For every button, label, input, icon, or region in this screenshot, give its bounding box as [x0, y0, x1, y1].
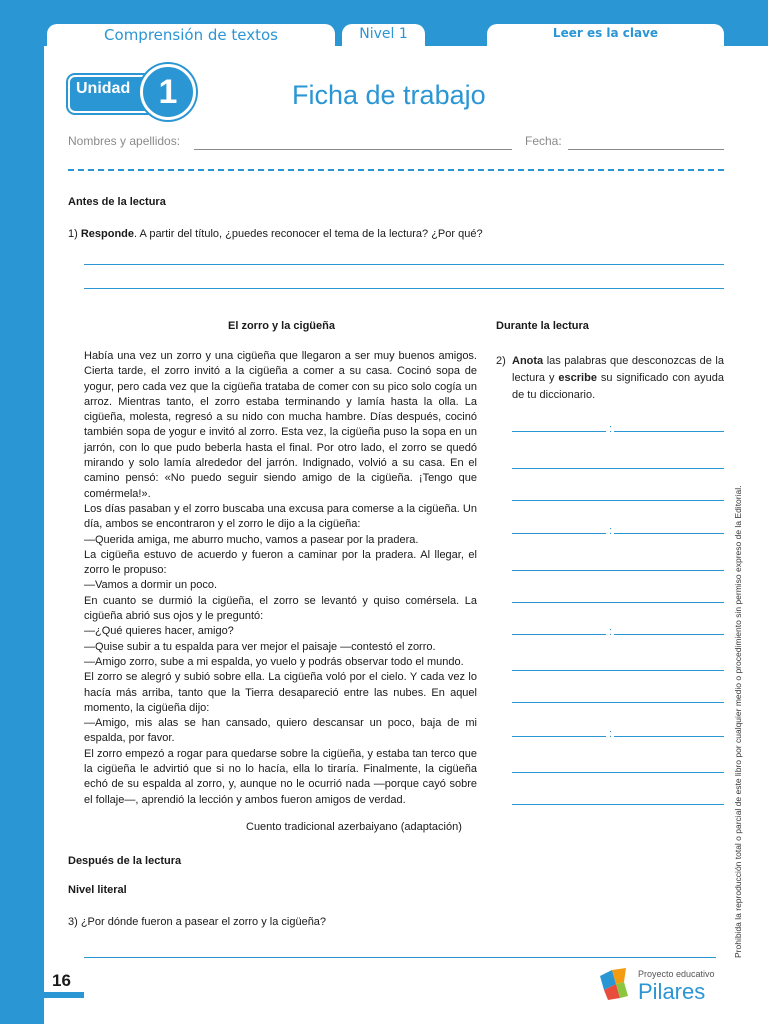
- header-tab-nivel: Nivel 1: [342, 24, 425, 58]
- answer-line-3[interactable]: [84, 957, 716, 958]
- literal-level-heading: Nivel literal: [68, 884, 127, 896]
- meaning-line[interactable]: [512, 468, 724, 469]
- page-number: 16: [52, 971, 71, 990]
- question-2-number: 2): [496, 355, 506, 367]
- meaning-line[interactable]: [614, 736, 724, 737]
- question-2: [496, 353, 724, 404]
- word-meaning-pair: [512, 728, 724, 746]
- story-title: El zorro y la cigüeña: [228, 320, 335, 332]
- story-paragraph: —Quise subir a tu espalda para ver mejor el paisaje —contestó el zorro.: [84, 640, 436, 653]
- question-2-text-end: su significado con ayuda de tu diccionario.: [512, 372, 724, 401]
- meaning-line[interactable]: [614, 533, 724, 534]
- dashed-divider: [68, 169, 724, 171]
- pilares-logo-icon: [598, 966, 640, 1002]
- story-paragraph: En cuanto se durmió la cigüeña, el zorro se levantó y quiso comérsela. La cigüeña abrió sus ojos y le preguntó:: [84, 594, 477, 623]
- story-paragraph: El zorro se alegró y subió sobre ella. La cigüeña voló por el cielo. Y cada vez lo hacía más arriba, tanto que la Tierra desapareció entre las nubes. En aquel momento, la cigüeña dijo:: [84, 671, 477, 714]
- pair-colon: :: [609, 626, 613, 638]
- page-number-bar: [44, 992, 84, 998]
- story-paragraph: —Amigo zorro, sube a mi espalda, yo vuelo y podrás observar todo el mundo.: [84, 655, 464, 668]
- story-text: [84, 349, 477, 808]
- meaning-line[interactable]: [512, 702, 724, 703]
- word-line[interactable]: [512, 634, 606, 635]
- logo-name: Pilares: [638, 979, 706, 1004]
- logo-subtitle: Proyecto educativo: [638, 969, 715, 979]
- pair-colon: :: [609, 525, 613, 537]
- story-paragraph: —¿Qué quieres hacer, amigo?: [84, 625, 234, 638]
- answer-line-1b[interactable]: [84, 288, 724, 289]
- pair-colon: :: [609, 728, 613, 740]
- story-paragraph: La cigüeña estuvo de acuerdo y fueron a caminar por la pradera. Al llegar, el zorro le propuso:: [84, 548, 477, 577]
- after-reading-heading: Después de la lectura: [68, 855, 182, 867]
- word-meaning-pair: [512, 423, 724, 441]
- question-1-verb: Responde: [80, 228, 135, 240]
- meaning-line[interactable]: [512, 500, 724, 501]
- answer-line-1a[interactable]: [84, 264, 724, 265]
- unit-label: Unidad: [76, 80, 131, 97]
- copyright-notice: Prohibida la reproducción total o parcial de este libro por cualquier medio o procedimiento sin permiso expreso de la Editorial.: [733, 485, 743, 958]
- word-meaning-pair: [512, 525, 724, 543]
- question-2-verb-anota: Anota: [512, 355, 544, 367]
- story-paragraph: —Amigo, mis alas se han cansado, quiero descansar un poco, baja de mi espalda, por favor.: [84, 717, 477, 745]
- story-source: Cuento tradicional azerbaiyano (adaptación): [246, 821, 462, 833]
- word-meaning-pair: [512, 626, 724, 644]
- during-reading-heading: Durante la lectura: [496, 320, 589, 332]
- question-1: [68, 228, 483, 240]
- unit-number: 1: [140, 64, 196, 120]
- story-paragraph: El zorro empezó a rogar para quedarse sobre la cigüeña, y estaba tan terco que la cigüeña le advirtió que si no lo hacía, ella lo tiraría. Finalmente, la cigüeña echó de su espalda al zorro, y, aunque no le ocurrió nada —porque cayó sobre el follaje—, aprendió la lección y ambos fueron amigos de verdad.: [84, 747, 477, 806]
- meaning-line[interactable]: [512, 570, 724, 571]
- header-tab-comprension: Comprensión de textos: [47, 24, 335, 58]
- word-line[interactable]: [512, 431, 606, 432]
- question-2-verb-escribe: escribe: [558, 372, 597, 384]
- story-paragraph: —Querida amiga, me aburro mucho, vamos a pasear por la pradera.: [84, 533, 419, 546]
- meaning-line[interactable]: [614, 431, 724, 432]
- left-color-bar: [0, 0, 44, 1024]
- meaning-line[interactable]: [614, 634, 724, 635]
- word-line[interactable]: [512, 736, 606, 737]
- word-line[interactable]: [512, 533, 606, 534]
- story-paragraph: Había una vez un zorro y una cigüeña que llegaron a ser muy buenos amigos. Cierta tarde, el zorro invitó a la cigüeña a comer a su casa. Cocinó sopa de yogur, pero cada vez que la cigüeña trataba de comer con su pico solo cogía un arroz. Mientras tanto, el zorro estaba terminando y lamía hasta la olla. La cigüeña, molesta, regresó a su nido con mucha hambre. Días después, cocinó también sopa de yogur e invitó al zorro. Esta vez, la cigüeña puso la sopa en un jarrón, con lo que pudo beberla hasta el final. Por otro lado, el zorro se quedó mirando y solo lamía alrededor del jarrón. Indignado, volvió a su casa. En el camino pensó: «No puedo seguir siendo amigo de la cigüeña. ¡Tengo que comérmela!».: [84, 350, 477, 500]
- question-2-text: las palabras que desconozcas de la lectura y: [512, 355, 724, 384]
- pair-colon: :: [609, 423, 613, 435]
- header-tab-leer: Leer es la clave: [487, 24, 724, 58]
- name-label: Nombres y apellidos:: [68, 134, 181, 148]
- meaning-line[interactable]: [512, 804, 724, 805]
- date-field[interactable]: [568, 149, 724, 150]
- question-3: 3) ¿Por dónde fueron a pasear el zorro y la cigüeña?: [68, 916, 327, 928]
- meaning-line[interactable]: [512, 670, 724, 671]
- question-1-text: . A partir del título, ¿puedes reconocer el tema de la lectura? ¿Por qué?: [134, 228, 483, 240]
- name-field[interactable]: [194, 149, 512, 150]
- story-paragraph: Los días pasaban y el zorro buscaba una excusa para comerse a la cigüeña. Un día, ambos se encontraron y el zorro le dijo a la cigüeña:: [84, 502, 477, 531]
- before-reading-heading: Antes de la lectura: [68, 196, 166, 208]
- story-paragraph: —Vamos a dormir un poco.: [84, 579, 218, 592]
- date-label: Fecha:: [525, 134, 562, 148]
- meaning-line[interactable]: [512, 772, 724, 773]
- meaning-line[interactable]: [512, 602, 724, 603]
- page-title: Ficha de trabajo: [292, 80, 486, 110]
- question-1-number: 1): [68, 228, 78, 240]
